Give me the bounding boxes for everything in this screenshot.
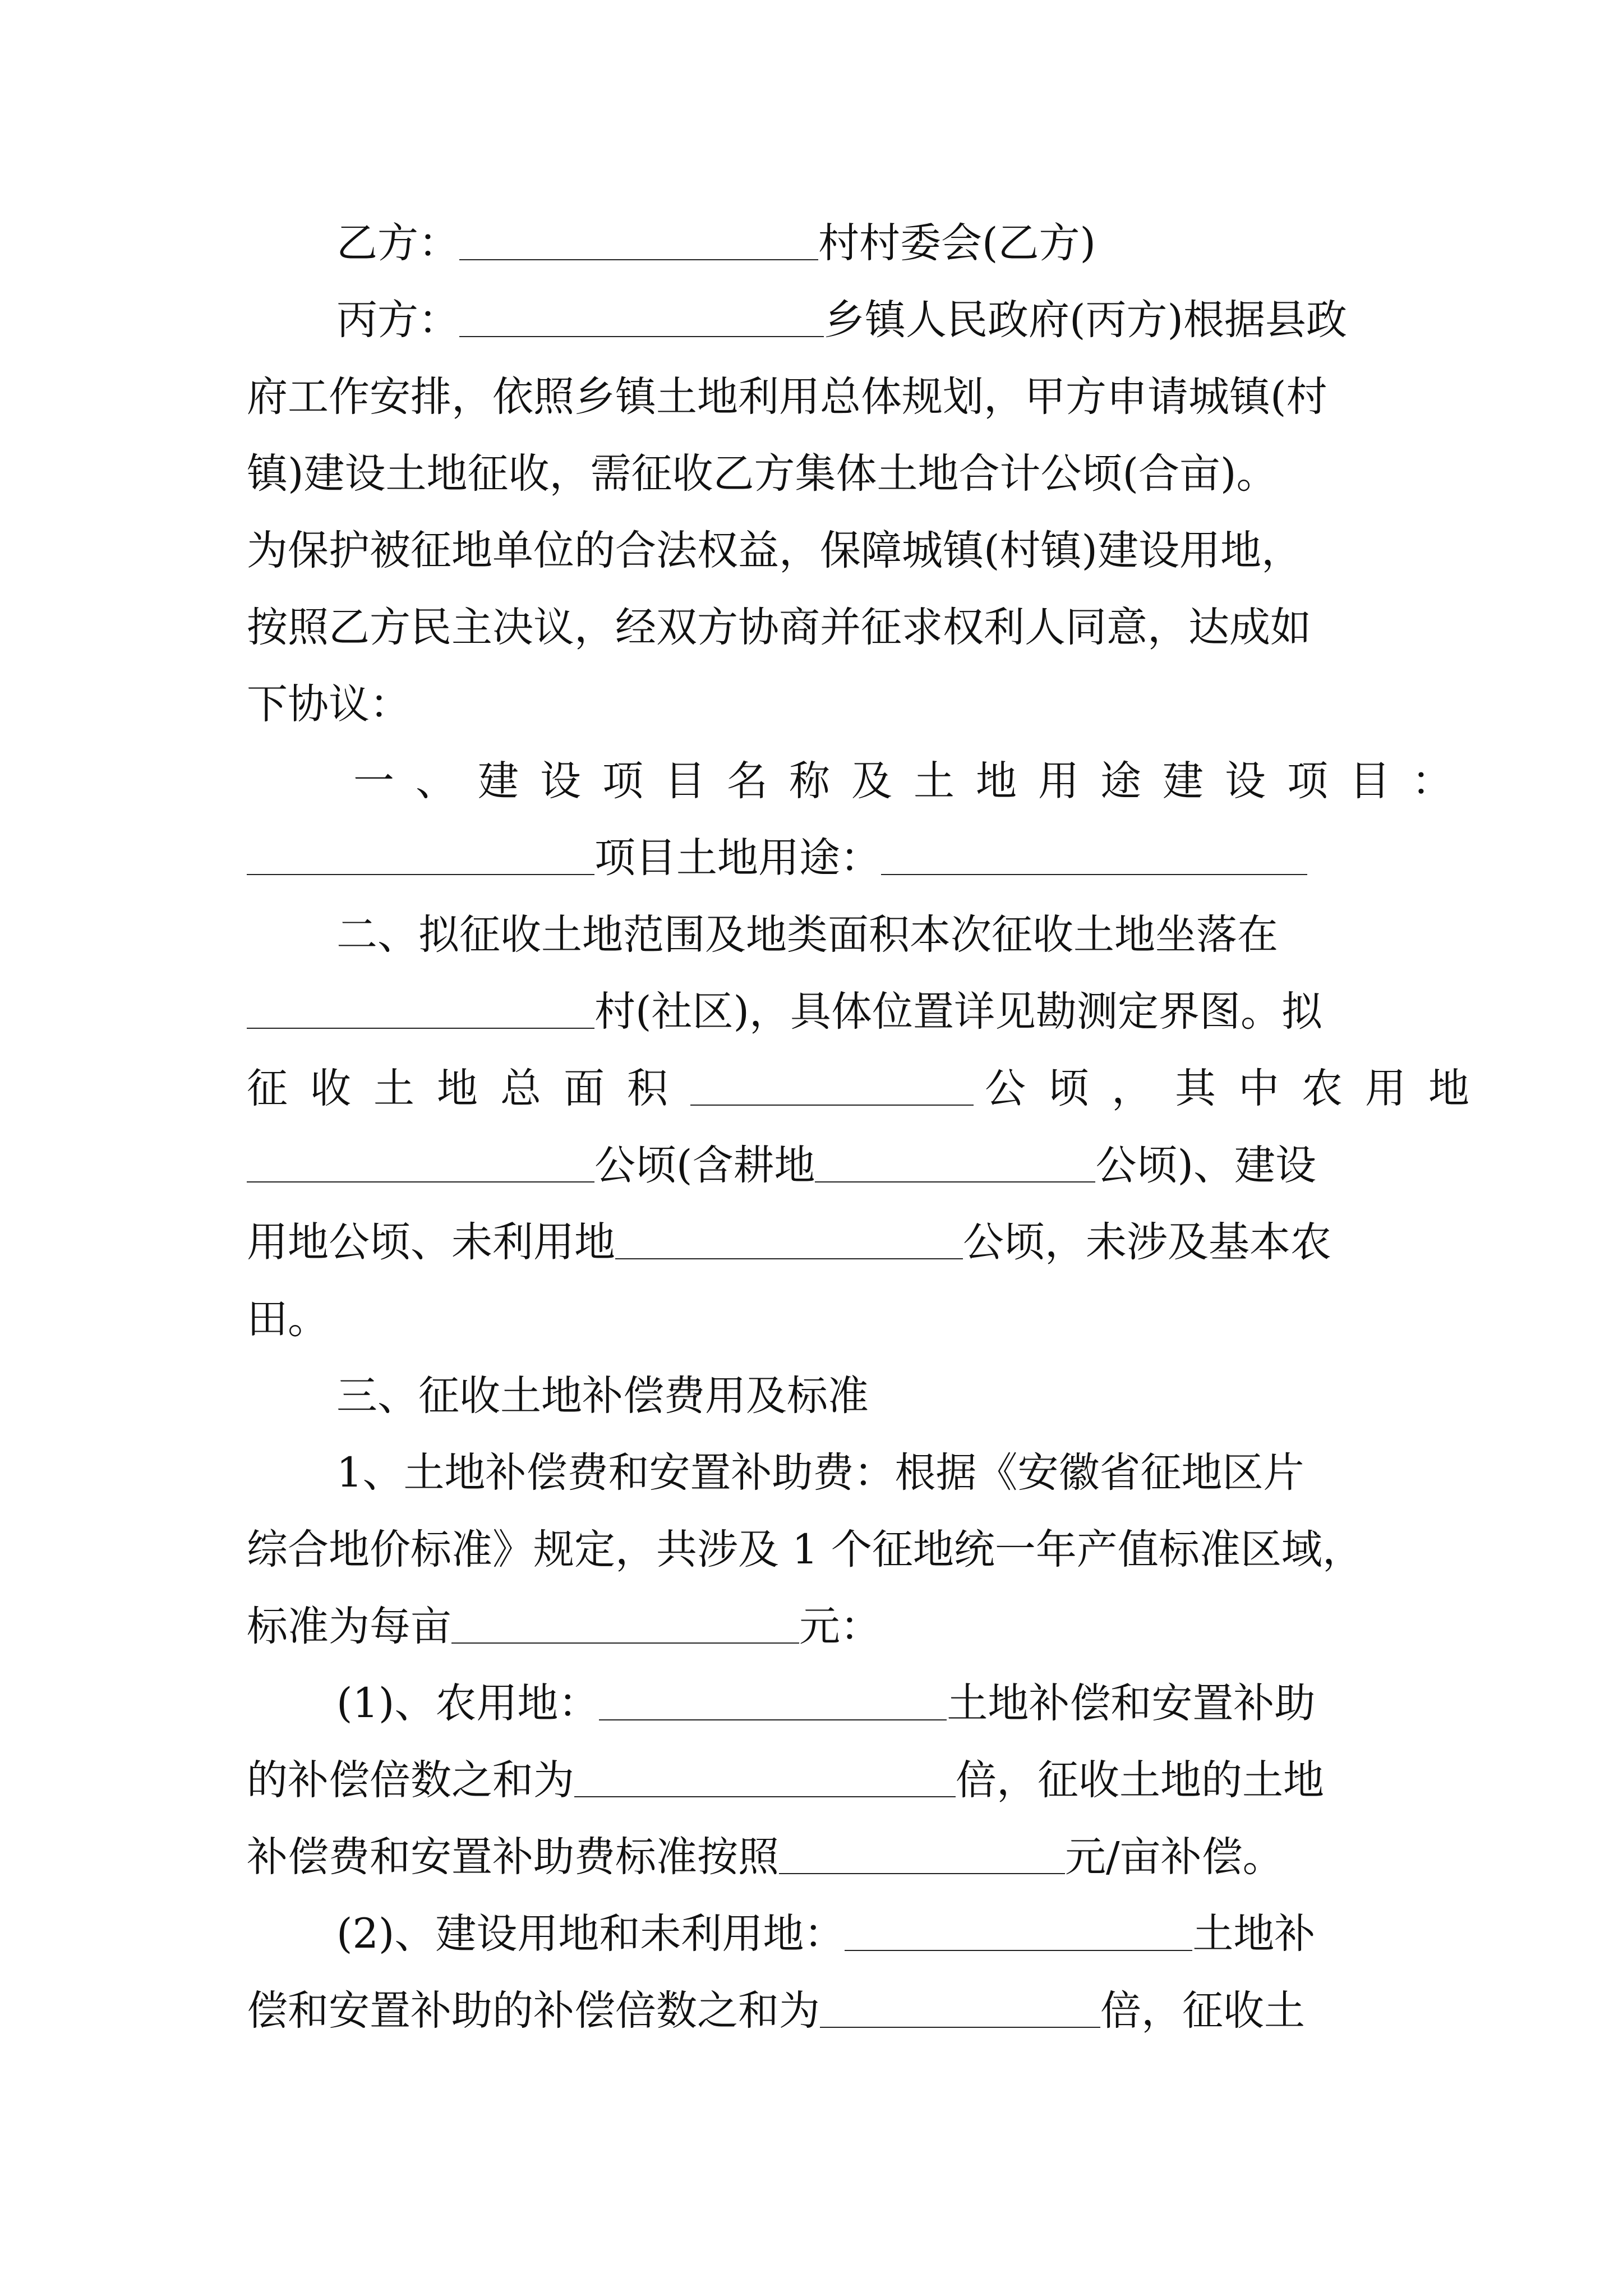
section-2-line-2-text: 村(社区)，具体位置详见勘测定界图。拟 <box>594 988 1322 1036</box>
compensation-standard-blank <box>779 1828 1065 1874</box>
section-1-heading-text: 一、建设项目名称及土地用途建设项目： <box>353 757 1474 805</box>
section-3-heading: 三、征收土地补偿费用及标准 <box>336 1372 869 1420</box>
item-2-line-2 <box>247 1742 1380 1819</box>
document-body <box>247 205 1492 2049</box>
party-c-blank <box>459 291 824 337</box>
village-blank <box>247 983 594 1029</box>
project-land-use-blank <box>881 829 1307 875</box>
section-2-line-5-tail: 公顷，未涉及基本农 <box>963 1218 1331 1266</box>
party-b-suffix: 村村委会(乙方) <box>818 219 1096 267</box>
project-land-use-label: 项目土地用途： <box>594 834 881 882</box>
section-2-line-2 <box>247 973 1380 1050</box>
item-2-line-1 <box>247 1665 1380 1742</box>
party-b-line <box>247 205 1380 282</box>
section-2-line-4 <box>247 1127 1380 1204</box>
item-3-line-1 <box>247 1895 1380 1972</box>
party-c-line <box>247 282 1380 358</box>
party-c-suffix: 乡镇人民政府(丙方)根据县政 <box>824 296 1347 344</box>
total-area-label: 征收土地总面积 <box>247 1065 690 1112</box>
section-2-line-6: 田。 <box>247 1295 329 1343</box>
farmland-item-blank <box>599 1674 947 1720</box>
party-c-label: 丙方： <box>336 296 459 344</box>
intro-line-3: 镇)建设土地征收，需征收乙方集体土地合计公顷(合亩)。 <box>247 450 1278 498</box>
farmland-item-tail: 土地补偿和安置补助 <box>947 1680 1316 1727</box>
party-b-label: 乙方： <box>336 219 459 267</box>
farmland-item-label: (1)、农用地： <box>336 1680 600 1727</box>
section-2-line-5 <box>247 1204 1380 1281</box>
construction-multiplier-tail: 倍，征收土 <box>1100 1987 1305 2035</box>
item-1-line-3 <box>247 1588 1380 1665</box>
item-1-line-1: 1、土地补偿费和安置补助费：根据《安徽省征地区片 <box>336 1449 1304 1497</box>
compensation-standard-tail: 元/亩补偿。 <box>1065 1833 1284 1881</box>
construction-multiplier-blank <box>820 1982 1100 2028</box>
compensation-standard-label: 补偿费和安置补助费标准按照 <box>247 1833 779 1881</box>
farmland-label: 公顷，其中农用地 <box>985 1065 1492 1112</box>
yuan-label: 元： <box>799 1603 881 1650</box>
unused-land-label: 用地公顷、未利用地 <box>247 1218 615 1266</box>
per-mu-standard-label: 标准为每亩 <box>247 1603 451 1650</box>
construction-unused-label: (2)、建设用地和未利用地： <box>336 1910 845 1958</box>
cultivated-area-blank <box>815 1137 1095 1182</box>
construction-unused-tail: 土地补 <box>1192 1910 1316 1958</box>
section-1-heading <box>247 743 1474 820</box>
intro-line-2: 府工作安排，依照乡镇土地利用总体规划，甲方申请城镇(村 <box>247 373 1327 421</box>
unused-land-blank <box>615 1213 963 1259</box>
project-name-blank <box>247 829 594 875</box>
construction-label: 公顷)、建设 <box>1095 1142 1316 1189</box>
party-b-blank <box>459 214 818 260</box>
intro-line-5: 按照乙方民主决议，经双方协商并征求权利人同意，达成如 <box>247 604 1311 651</box>
per-mu-standard-blank <box>451 1598 799 1644</box>
item-1-line-2: 综合地价标准》规定，共涉及 1 个征地统一年产值标准区域， <box>247 1526 1363 1573</box>
construction-multiplier-label: 偿和安置补助的补偿倍数之和为 <box>247 1987 820 2035</box>
multiplier-label: 的补偿倍数之和为 <box>247 1756 574 1804</box>
item-2-line-3 <box>247 1819 1380 1895</box>
intro-line-6: 下协议： <box>247 680 411 728</box>
section-2-line-3 <box>247 1050 1492 1127</box>
item-3-line-2 <box>247 1972 1380 2049</box>
total-area-blank <box>690 1060 974 1106</box>
multiplier-tail: 倍，征收土地的土地 <box>956 1756 1324 1804</box>
section-1-line-2 <box>247 820 1380 896</box>
construction-unused-blank <box>845 1905 1192 1951</box>
multiplier-blank <box>574 1751 956 1797</box>
cultivated-label: 公顷(含耕地 <box>594 1142 815 1189</box>
intro-line-4: 为保护被征地单位的合法权益，保障城镇(村镇)建设用地， <box>247 527 1302 574</box>
section-2-line-1: 二、拟征收土地范围及地类面积本次征收土地坐落在 <box>336 911 1278 959</box>
farmland-area-blank <box>247 1137 594 1182</box>
